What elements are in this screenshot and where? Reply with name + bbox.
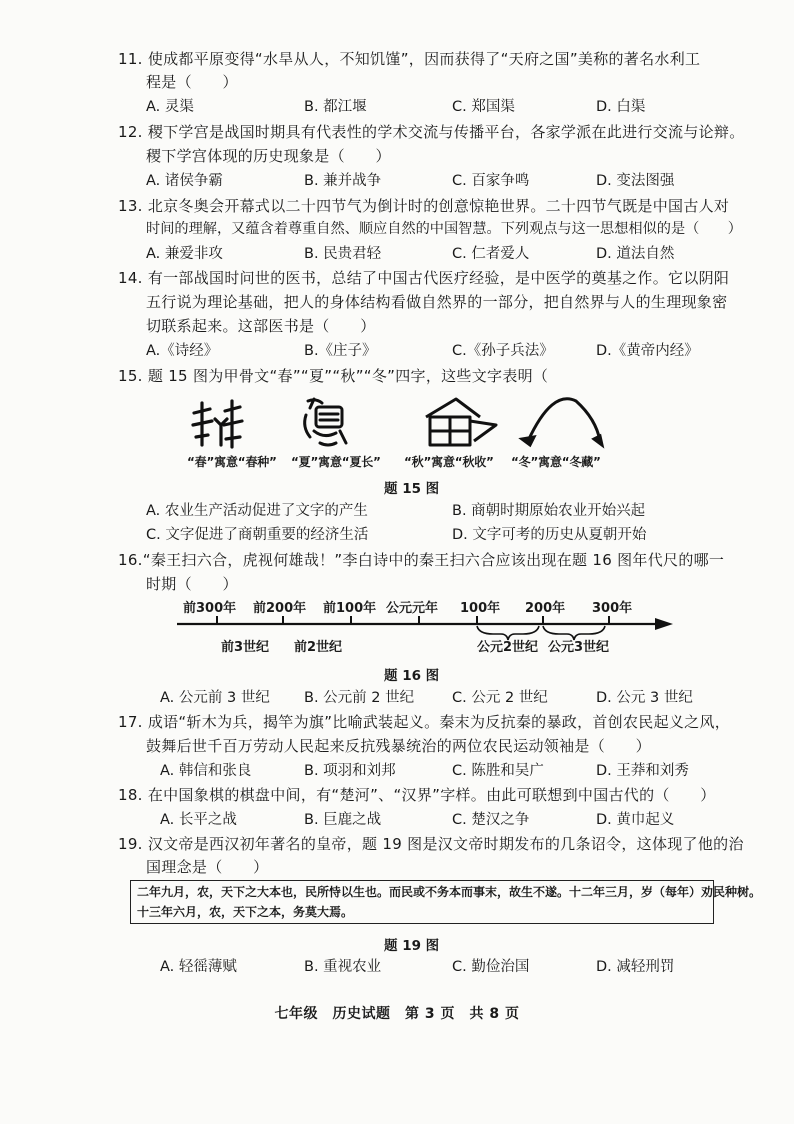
question-13-line-2: 时间的理解，又蕴含着尊重自然、顺应自然的中国智慧。下列观点与这一思想相似的是（ ） — [146, 221, 742, 237]
question-17-line-2: 鼓舞后世千百万劳动人民起来反抗残暴统治的两位农民运动领袖是（ ） — [146, 737, 651, 755]
glyph-summer — [305, 399, 346, 445]
glyph-caption-autumn: “秋”寓意“秋收” — [404, 455, 494, 469]
question-13-option-c[interactable]: C. 仁者爱人 — [452, 246, 530, 262]
question-13-option-b[interactable]: B. 民贵君轻 — [304, 246, 382, 262]
timeline-label-200ad: 200年 — [525, 601, 566, 616]
question-18-option-b[interactable]: B. 巨鹿之战 — [304, 812, 382, 828]
question-14-line-3: 切联系起来。这部医书是（ ） — [146, 317, 376, 335]
question-17-option-d[interactable]: D. 王莽和刘秀 — [596, 763, 689, 779]
timeline-label-300ad: 300年 — [592, 601, 633, 616]
timeline-label-3rd-ad: 公元3世纪 — [548, 640, 610, 655]
question-12-line-1: 12. 稷下学宫是战国时期具有代表性的学术交流与传播平台，各家学派在此进行交流与论辩。 — [118, 123, 745, 141]
timeline-label-2nd-ad: 公元2世纪 — [477, 640, 539, 655]
glyph-caption-spring: “春”寓意“春种” — [187, 455, 277, 469]
question-19-option-c[interactable]: C. 勤俭治国 — [452, 959, 530, 975]
question-15-line-1: 15. 题 15 图为甲骨文“春”“夏”“秋”“冬”四字，这些文字表明（ — [118, 367, 549, 385]
question-15-option-a[interactable]: A. 农业生产活动促进了文字的产生 — [146, 503, 368, 519]
figure-15-caption: 题 15 图 — [384, 481, 440, 497]
timeline-label-100ad: 100年 — [460, 601, 501, 616]
question-18-option-d[interactable]: D. 黄巾起义 — [596, 812, 675, 828]
question-19-line-1: 19. 汉文帝是西汉初年著名的皇帝，题 19 图是汉文帝时期发布的几条诏令，这体现了他的治 — [118, 835, 744, 853]
question-13-option-d[interactable]: D. 道法自然 — [596, 246, 675, 262]
timeline-label-3rd-bc: 前3世纪 — [221, 640, 270, 655]
question-13-line-1: 13. 北京冬奥会开幕式以二十四节气为倒计时的创意惊艳世界。二十四节气既是中国古人对 — [118, 197, 730, 215]
question-12-option-c[interactable]: C. 百家争鸣 — [452, 173, 530, 189]
page-footer: 七年级 历史试题 第 3 页 共 8 页 — [274, 1006, 520, 1022]
question-11-option-a[interactable]: A. 灵渠 — [146, 99, 194, 115]
question-12-option-d[interactable]: D. 变法图强 — [596, 173, 675, 189]
question-15-option-b[interactable]: B. 商朝时期原始农业开始兴起 — [452, 503, 646, 519]
question-14-option-a[interactable]: A.《诗经》 — [146, 343, 219, 359]
question-14-option-c[interactable]: C.《孙子兵法》 — [452, 343, 554, 359]
question-18-option-c[interactable]: C. 楚汉之争 — [452, 812, 530, 828]
question-14-line-2: 五行说为理论基础，把人的身体结构看做自然界的一部分，把自然界与人的生理现象密 — [146, 293, 728, 311]
question-19-line-2: 国理念是（ ） — [146, 858, 269, 876]
timeline-ticks — [217, 616, 609, 624]
question-16-line-2: 时期（ ） — [146, 575, 238, 593]
oracle-bone-glyphs-figure — [190, 395, 610, 453]
question-16-option-a[interactable]: A. 公元前 3 世纪 — [160, 690, 270, 706]
timeline-label-2nd-bc: 前2世纪 — [294, 640, 343, 655]
question-15-option-c[interactable]: C. 文字促进了商朝重要的经济生活 — [146, 527, 369, 543]
timeline-label-year1: 公元元年 — [386, 601, 439, 616]
question-11-option-b[interactable]: B. 都江堰 — [304, 99, 367, 115]
question-11-option-d[interactable]: D. 白渠 — [596, 99, 646, 115]
question-19-option-b[interactable]: B. 重视农业 — [304, 959, 382, 975]
question-14-line-1: 14. 有一部战国时问世的医书，总结了中国古代医疗经验，是中医学的奠基之作。它以阴阳 — [118, 269, 730, 287]
question-17-option-a[interactable]: A. 韩信和张良 — [160, 763, 252, 779]
question-19-option-a[interactable]: A. 轻徭薄赋 — [160, 959, 237, 975]
glyph-autumn — [426, 399, 496, 445]
question-14-option-d[interactable]: D.《黄帝内经》 — [596, 343, 699, 359]
question-16-option-b[interactable]: B. 公元前 2 世纪 — [304, 690, 415, 706]
question-11-line-2: 程是（ ） — [146, 73, 238, 91]
question-18-option-a[interactable]: A. 长平之战 — [160, 812, 237, 828]
figure-19-caption: 题 19 图 — [384, 938, 440, 954]
question-16-line-1: 16.“秦王扫六合，虎视何雄哉！”李白诗中的秦王扫六合应该出现在题 16 图年代尺的哪一 — [118, 551, 725, 569]
question-11-line-1: 11. 使成都平原变得“水旱从人，不知饥馑”，因而获得了“天府之国”美称的著名水利工 — [118, 50, 701, 68]
glyph-caption-winter: “冬”寓意“冬藏” — [511, 455, 601, 469]
glyph-winter — [522, 399, 602, 445]
figure-16-caption: 题 16 图 — [384, 668, 440, 684]
question-19-option-d[interactable]: D. 减轻刑罚 — [596, 959, 675, 975]
glyph-caption-summer: “夏”寓意“夏长” — [291, 455, 381, 469]
edict-line-2: 十三年六月，农，天下之本，务莫大焉。 — [137, 905, 354, 919]
question-13-option-a[interactable]: A. 兼爱非攻 — [146, 246, 223, 262]
question-16-option-d[interactable]: D. 公元 3 世纪 — [596, 690, 693, 706]
timeline-label-100bc: 前100年 — [323, 601, 377, 616]
question-16-option-c[interactable]: C. 公元 2 世纪 — [452, 690, 548, 706]
timeline-label-300bc: 前300年 — [183, 601, 237, 616]
question-15-option-d[interactable]: D. 文字可考的历史从夏朝开始 — [452, 527, 647, 543]
glyph-spring — [193, 401, 242, 447]
question-18-line-1: 18. 在中国象棋的棋盘中间，有“楚河”、“汉界”字样。由此可联想到中国古代的（ ） — [118, 786, 716, 804]
question-14-option-b[interactable]: B.《庄子》 — [304, 343, 377, 359]
question-11-option-c[interactable]: C. 郑国渠 — [452, 99, 515, 115]
question-12-option-a[interactable]: A. 诸侯争霸 — [146, 173, 223, 189]
question-12-line-2: 稷下学宫体现的历史现象是（ ） — [146, 147, 391, 165]
timeline-label-200bc: 前200年 — [253, 601, 307, 616]
edict-line-1: 二年九月，农，天下之大本也，民所恃以生也。而民或不务本而事末，故生不遂。十二年三月，岁（每年）劝民种树。 — [137, 885, 762, 899]
question-12-option-b[interactable]: B. 兼并战争 — [304, 173, 382, 189]
question-17-option-c[interactable]: C. 陈胜和吴广 — [452, 763, 544, 779]
question-17-line-1: 17. 成语“斩木为兵，揭竿为旗”比喻武装起义。秦末为反抗秦的暴政，首创农民起义之风， — [118, 713, 731, 731]
question-17-option-b[interactable]: B. 项羽和刘邦 — [304, 763, 396, 779]
timeline-arrow — [655, 618, 673, 630]
